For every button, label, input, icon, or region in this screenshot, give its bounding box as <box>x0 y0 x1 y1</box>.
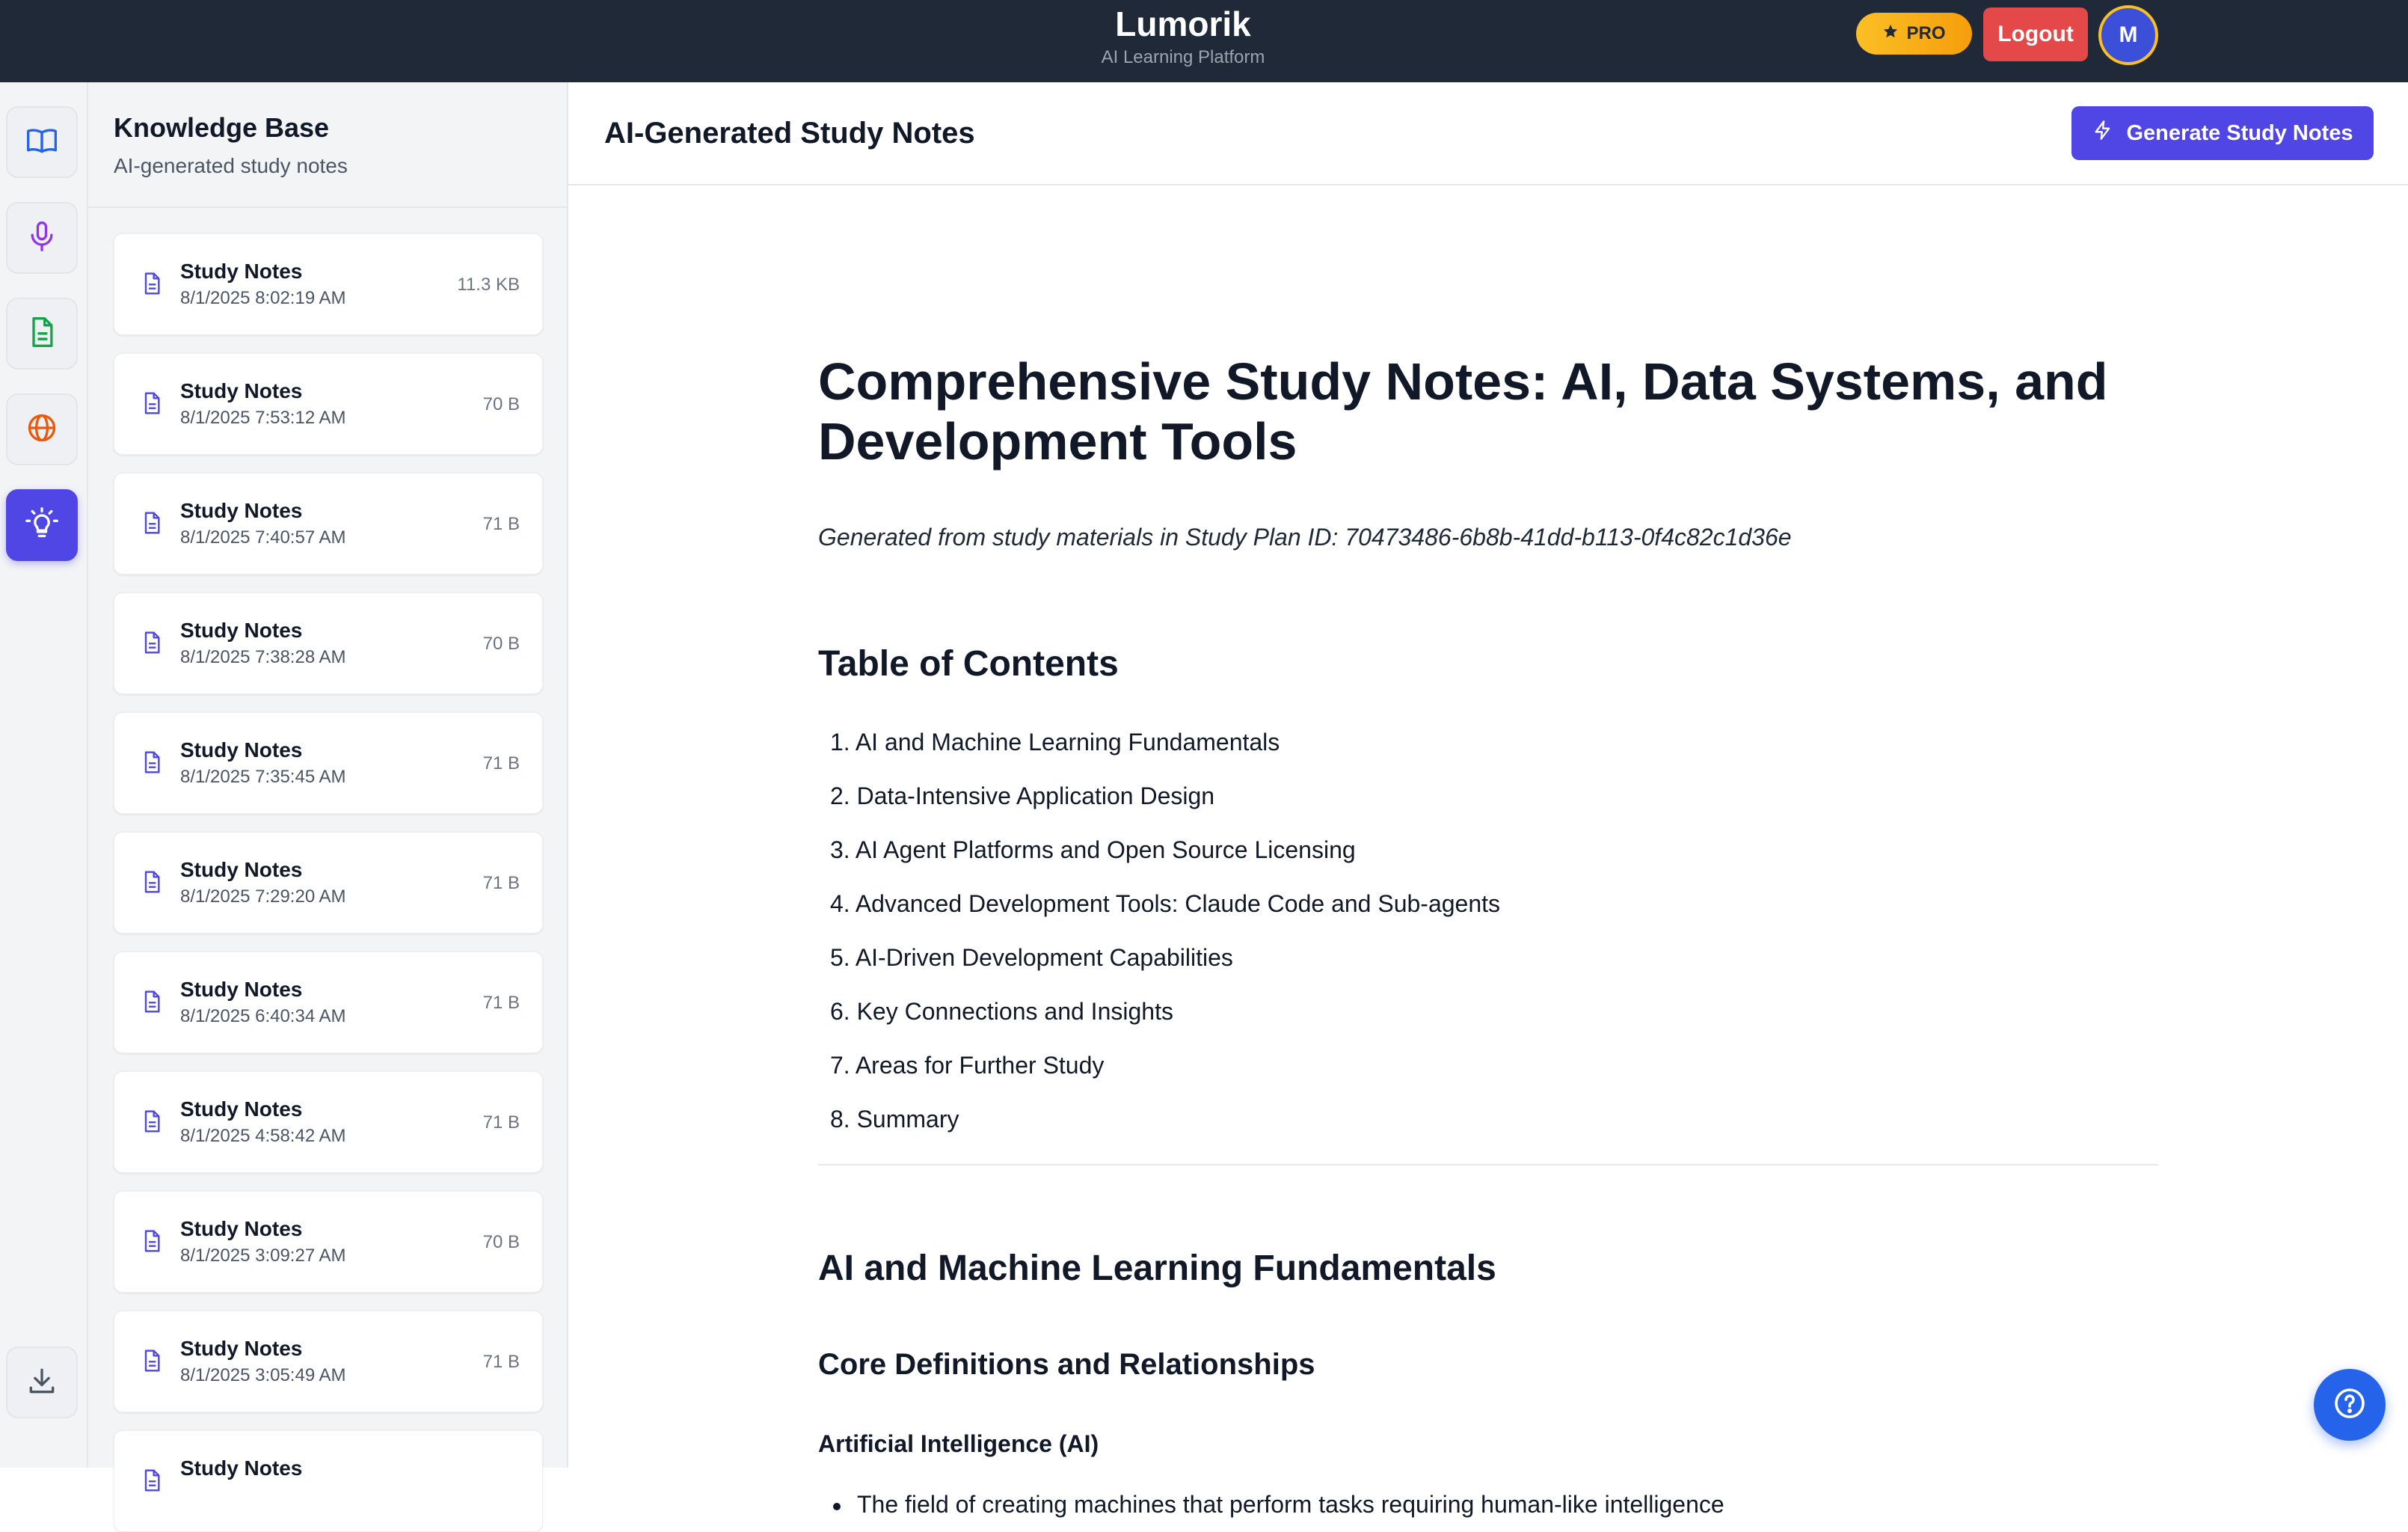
top-bar <box>0 0 2408 82</box>
note-title: Study Notes <box>180 1217 303 1240</box>
toc-item[interactable] <box>830 1092 1500 1146</box>
toc-label: AI-Driven Development Capabilities <box>855 944 1233 971</box>
note-card[interactable] <box>114 353 543 455</box>
note-date: 8/1/2025 7:38:28 AM <box>180 647 346 667</box>
file-icon <box>140 1108 167 1138</box>
note-date: 8/1/2025 7:53:12 AM <box>180 408 346 428</box>
note-size: 71 B <box>482 753 520 773</box>
file-icon <box>140 629 167 659</box>
note-date: 8/1/2025 6:40:34 AM <box>180 1006 346 1026</box>
logout-button[interactable]: Logout <box>1983 7 2088 61</box>
file-icon <box>140 1347 167 1377</box>
rail-button-documents[interactable] <box>6 298 78 370</box>
generate-study-notes-button[interactable] <box>2071 106 2374 160</box>
pro-badge[interactable] <box>1856 13 1972 55</box>
file-icon <box>140 1467 167 1497</box>
knowledge-base-subtitle: AI-generated study notes <box>114 154 348 177</box>
note-title: Study Notes <box>180 978 303 1001</box>
note-card[interactable] <box>114 473 543 574</box>
toc-item[interactable] <box>830 931 1500 984</box>
note-title: Study Notes <box>180 738 303 762</box>
toc-label: Data-Intensive Application Design <box>856 782 1215 809</box>
toc-item[interactable] <box>830 769 1500 823</box>
file-icon <box>140 270 167 300</box>
toc-label: AI Agent Platforms and Open Source Licensing <box>855 836 1356 863</box>
rail-button-download[interactable] <box>6 1346 78 1418</box>
main-pane <box>568 82 2408 1518</box>
knowledge-base-title: Knowledge Base <box>114 112 330 143</box>
knowledge-base-header <box>88 82 567 208</box>
help-button[interactable] <box>2314 1369 2386 1441</box>
note-title: Study Notes <box>180 499 303 522</box>
toc-number: 2. <box>830 782 857 809</box>
note-date: 8/1/2025 3:09:27 AM <box>180 1245 346 1266</box>
note-date: 8/1/2025 7:35:45 AM <box>180 767 346 787</box>
list-item <box>833 1487 1724 1522</box>
note-size: 70 B <box>482 394 520 414</box>
note-title: Study Notes <box>180 1456 303 1480</box>
toc-number: 4. <box>830 890 856 917</box>
toc-number: 7. <box>830 1052 856 1079</box>
toc-label: AI and Machine Learning Fundamentals <box>855 729 1280 756</box>
note-card[interactable] <box>114 1430 543 1532</box>
file-icon <box>140 390 167 420</box>
note-title: Study Notes <box>180 260 303 283</box>
note-card[interactable] <box>114 1311 543 1412</box>
toc-number: 5. <box>830 944 856 971</box>
note-size: 71 B <box>482 993 520 1013</box>
note-title: Study Notes <box>180 1097 303 1121</box>
section-heading: AI and Machine Learning Fundamentals <box>818 1248 1496 1288</box>
note-date: 8/1/2025 4:58:42 AM <box>180 1126 346 1146</box>
note-size: 71 B <box>482 873 520 893</box>
note-date: 8/1/2025 7:29:20 AM <box>180 886 346 907</box>
note-title: Study Notes <box>180 858 303 881</box>
note-date: 8/1/2025 8:02:19 AM <box>180 288 346 308</box>
table-of-contents <box>830 715 1500 1146</box>
term-heading: Artificial Intelligence (AI) <box>818 1430 1099 1457</box>
note-title: Study Notes <box>180 379 303 402</box>
note-card[interactable] <box>114 1191 543 1293</box>
rail-button-web[interactable] <box>6 393 78 465</box>
rail-button-study-notes[interactable] <box>6 489 78 561</box>
toc-label: Areas for Further Study <box>855 1052 1105 1079</box>
toc-number: 1. <box>830 729 856 756</box>
note-card[interactable] <box>114 952 543 1053</box>
bullet-marker <box>833 1503 841 1510</box>
section-divider <box>818 1164 2158 1165</box>
toc-label: Key Connections and Insights <box>856 998 1173 1025</box>
note-card[interactable] <box>114 233 543 335</box>
help-icon <box>2332 1385 2368 1425</box>
microphone-icon <box>25 220 58 257</box>
knowledge-base-panel <box>88 82 568 1480</box>
note-date: 8/1/2025 3:05:49 AM <box>180 1365 346 1385</box>
note-size: 71 B <box>482 1352 520 1372</box>
bullet-text: The field of creating machines that perform tasks requiring human-like intelligence <box>857 1491 1724 1518</box>
generate-label: Generate Study Notes <box>2126 120 2353 145</box>
rail-button-audio[interactable] <box>6 202 78 274</box>
lightbulb-icon <box>25 507 58 544</box>
page-title: AI-Generated Study Notes <box>604 117 975 150</box>
file-icon <box>140 988 167 1018</box>
app-name: Lumorik <box>1115 4 1251 43</box>
note-title: Study Notes <box>180 619 303 642</box>
toc-item[interactable] <box>830 984 1500 1038</box>
note-card[interactable] <box>114 592 543 694</box>
pro-label: PRO <box>1906 23 1946 43</box>
download-icon <box>25 1364 58 1401</box>
document-meta: Generated from study materials in Study Plan ID: 70473486-6b8b-41dd-b113-0f4c82c1d36e <box>818 524 1792 551</box>
toc-item[interactable] <box>830 1038 1500 1092</box>
app-tagline: AI Learning Platform <box>1101 47 1265 67</box>
icon-rail <box>0 82 88 1468</box>
document-title: Comprehensive Study Notes: AI, Data Systems, and Development Tools <box>818 352 2108 471</box>
document-icon <box>25 316 58 352</box>
toc-heading: Table of Contents <box>818 644 1119 684</box>
file-icon <box>140 509 167 539</box>
note-date: 8/1/2025 7:40:57 AM <box>180 527 346 548</box>
note-size: 70 B <box>482 1232 520 1252</box>
toc-number: 8. <box>830 1106 857 1133</box>
main-header <box>568 82 2408 186</box>
toc-item[interactable] <box>830 877 1500 931</box>
subsection-heading: Core Definitions and Relationships <box>818 1348 1315 1381</box>
toc-item[interactable] <box>830 715 1500 769</box>
lightning-icon <box>2092 120 2113 147</box>
note-size: 70 B <box>482 634 520 654</box>
avatar[interactable]: M <box>2098 5 2158 65</box>
file-icon <box>140 868 167 898</box>
toc-label: Summary <box>856 1106 959 1133</box>
file-icon <box>140 1228 167 1257</box>
globe-icon <box>25 411 58 448</box>
note-card[interactable] <box>114 712 543 814</box>
star-icon <box>1882 23 1899 45</box>
note-size: 71 B <box>482 1112 520 1133</box>
note-size: 11.3 KB <box>457 275 520 295</box>
note-title: Study Notes <box>180 1337 303 1360</box>
book-icon <box>25 124 58 161</box>
note-card[interactable] <box>114 1071 543 1173</box>
note-card[interactable] <box>114 832 543 934</box>
rail-button-library[interactable] <box>6 106 78 178</box>
note-size: 71 B <box>482 514 520 534</box>
file-icon <box>140 749 167 779</box>
toc-number: 6. <box>830 998 857 1025</box>
toc-number: 3. <box>830 836 856 863</box>
toc-label: Advanced Development Tools: Claude Code and Sub-agents <box>855 890 1501 917</box>
toc-item[interactable] <box>830 823 1500 877</box>
